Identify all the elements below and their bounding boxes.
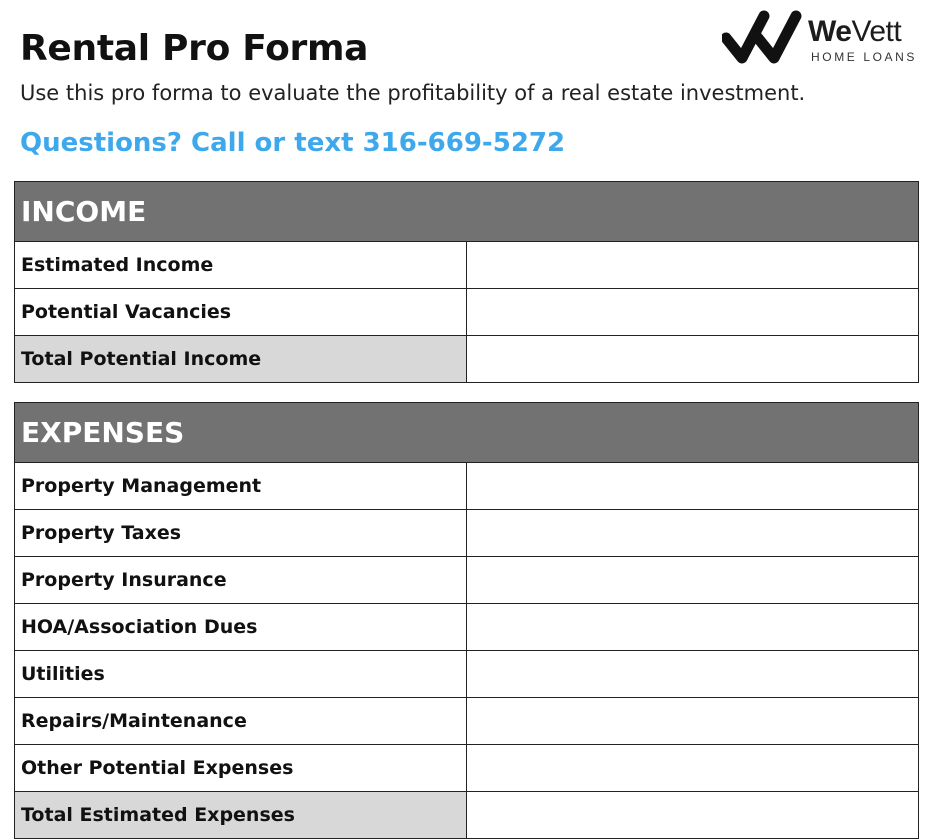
table-row [15, 510, 919, 557]
page-subtitle: Use this pro forma to evaluate the profitability of a real estate investment. [20, 81, 806, 105]
table-row [15, 463, 919, 510]
logo-wordmark-regular: Vett [851, 15, 902, 48]
contact-line: Questions? Call or text 316-669-5272 [20, 128, 566, 158]
table-row [15, 792, 919, 839]
row-label: Repairs/Maintenance [15, 698, 467, 745]
expenses-table [14, 402, 919, 839]
table-row [15, 651, 919, 698]
property-management-field[interactable] [467, 463, 919, 510]
expenses-heading: EXPENSES [15, 403, 919, 463]
row-label: Other Potential Expenses [15, 745, 467, 792]
potential-vacancies-field[interactable] [467, 289, 919, 336]
total-potential-income-field[interactable] [467, 336, 919, 383]
row-label: HOA/Association Dues [15, 604, 467, 651]
hoa-dues-field[interactable] [467, 604, 919, 651]
row-label: Property Insurance [15, 557, 467, 604]
property-insurance-field[interactable] [467, 557, 919, 604]
logo-wordmark-bold: We [808, 15, 852, 48]
logo-tagline: HOME LOANS [811, 50, 918, 64]
repairs-maintenance-field[interactable] [467, 698, 919, 745]
row-label: Estimated Income [15, 242, 467, 289]
wevett-logo [722, 8, 917, 68]
table-row [15, 289, 919, 336]
other-expenses-field[interactable] [467, 745, 919, 792]
row-label: Property Management [15, 463, 467, 510]
page-title: Rental Pro Forma [20, 28, 369, 69]
income-heading: INCOME [15, 182, 919, 242]
income-table [14, 181, 919, 383]
table-row [15, 557, 919, 604]
logo-wordmark [808, 17, 901, 47]
row-label: Potential Vacancies [15, 289, 467, 336]
estimated-income-field[interactable] [467, 242, 919, 289]
table-row [15, 698, 919, 745]
table-row [15, 336, 919, 383]
table-row [15, 604, 919, 651]
row-label-total: Total Estimated Expenses [15, 792, 467, 839]
row-label-total: Total Potential Income [15, 336, 467, 383]
checkmark-logo-icon [722, 8, 802, 66]
table-row [15, 745, 919, 792]
row-label: Utilities [15, 651, 467, 698]
utilities-field[interactable] [467, 651, 919, 698]
total-estimated-expenses-field[interactable] [467, 792, 919, 839]
row-label: Property Taxes [15, 510, 467, 557]
table-row [15, 242, 919, 289]
property-taxes-field[interactable] [467, 510, 919, 557]
